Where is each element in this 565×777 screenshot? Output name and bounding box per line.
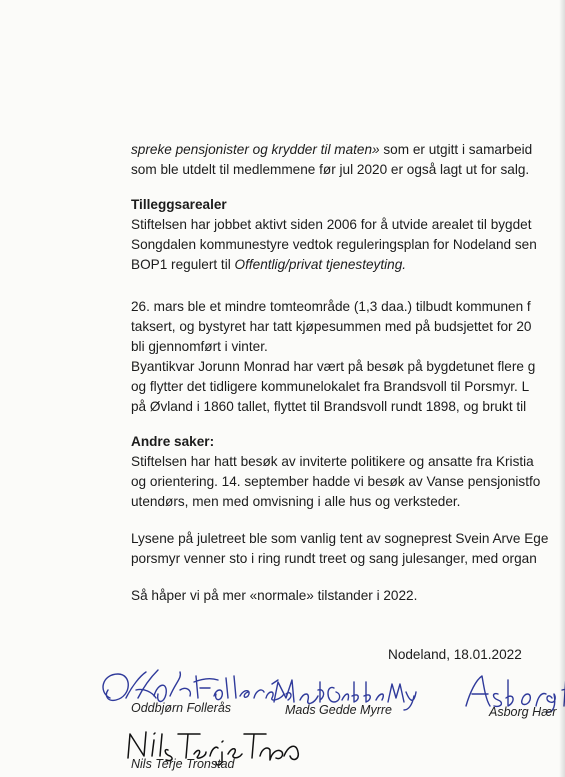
heading-tilleggsarealer: Tilleggsarealer xyxy=(131,197,227,212)
page-edge-shadow xyxy=(559,0,565,777)
tillegg-line-1: Stiftelsen har jobbet aktivt siden 2006 for å utvide arealet til bygdet xyxy=(131,217,532,232)
tillegg-line-2: Songdalen kommunestyre vedtok reguleringsplan for Nodeland sen xyxy=(131,237,537,252)
p1-line-2: som ble utdelt til medlemmene før jul 2020 er også lagt ut for salg. xyxy=(131,162,530,177)
p1-line-1-rest: som er utgitt i samarbeid xyxy=(379,142,533,157)
mars-line-2: taksert, og bystyret har tatt kjøpesummen med på budsjettet for 20 xyxy=(131,319,532,334)
book-title-fragment: spreke pensjonister og krydder til maten» xyxy=(131,142,380,157)
tillegg-line-3-italic: Offentlig/privat tjenesteyting. xyxy=(234,257,407,272)
tillegg-line-3-start: BOP1 regulert til xyxy=(131,257,235,272)
signature-name-asborg: Asborg Hær xyxy=(489,705,557,719)
lys-line-2: porsmyr venner sto i ring rundt treet og sang julesanger, med organ xyxy=(131,551,537,566)
signature-name-mads: Mads Gedde Myrre xyxy=(285,703,392,717)
date-line: Nodeland, 18.01.2022 xyxy=(388,647,522,662)
signature-name-nils: Nils Terje Tronstad xyxy=(131,757,235,771)
closing-line: Så håper vi på mer «normale» tilstander i 2022. xyxy=(131,588,418,603)
tillegg-line-3 xyxy=(131,256,406,273)
andre-line-3: utendørs, men med omvisning i alle hus og verksteder. xyxy=(131,494,461,509)
heading-andre-saker: Andre saker: xyxy=(131,434,215,449)
andre-line-2: og orientering. 14. september hadde vi besøk av Vanse pensjonistfo xyxy=(131,474,541,489)
mars-line-4: Byantikvar Jorunn Monrad har vært på besøk på bygdetunet flere g xyxy=(131,359,536,374)
p1-line-1 xyxy=(131,141,532,158)
lys-line-1: Lysene på juletreet ble som vanlig tent av sogneprest Svein Arve Ege xyxy=(131,531,549,546)
andre-line-1: Stiftelsen har hatt besøk av inviterte politikere og ansatte fra Kristia xyxy=(131,454,534,469)
mars-line-5: og flytter det tidligere kommunelokalet fra Brandsvoll til Porsmyr. L xyxy=(131,379,530,394)
mars-line-6: på Øvland i 1860 tallet, flyttet til Brandsvoll rundt 1898, og brukt til xyxy=(131,399,527,414)
signature-name-oddbjorn: Oddbjørn Follerås xyxy=(131,701,232,715)
mars-line-1: 26. mars ble et mindre tomteområde (1,3 daa.) tilbudt kommunen f xyxy=(131,299,531,314)
mars-line-3: bli gjennomført i vinter. xyxy=(131,339,268,354)
